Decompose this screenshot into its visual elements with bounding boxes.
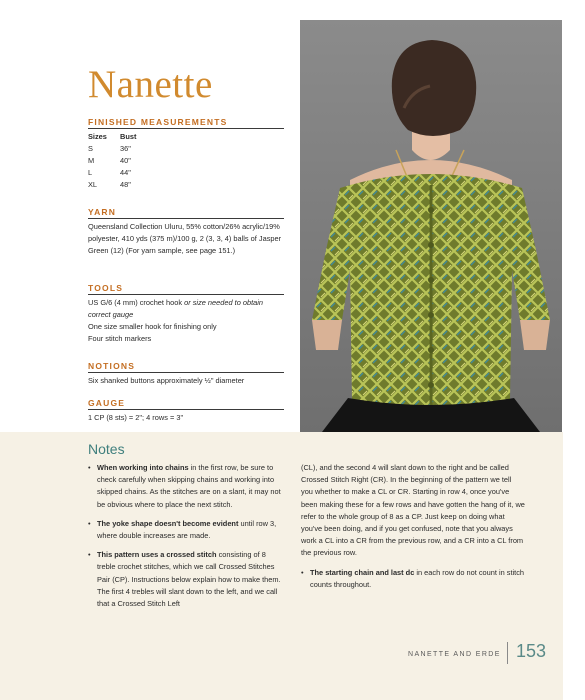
table-row: [88, 179, 136, 191]
note-text: in the first row, be sure to check carefully when skipping chains and working into skipped chains. As the stitches are on a slant, it may not be obvious where to place the next stitch.: [97, 463, 281, 509]
note-text: consisting of 8 treble crochet stitches, which we call Crossed Stitches Pair (CP). Instructions below explain how to make them. The first 4 trebles will slant down to the left, and we call that a Crossed Stitch Left: [97, 550, 281, 609]
pattern-title: Nanette: [88, 63, 213, 106]
notes-right-column: [301, 462, 525, 598]
measurements-header-row: [88, 131, 136, 143]
yarn-section: [88, 207, 284, 257]
hook-gauge-note: or size needed to obtain correct gauge: [88, 298, 264, 319]
list-item: [88, 549, 284, 610]
table-row: [88, 167, 136, 179]
notes-left-column: [88, 462, 284, 617]
bust-cell: 40": [120, 156, 131, 165]
list-item: [301, 567, 525, 591]
notions-text: Six shanked buttons approximately ½" diameter: [88, 376, 245, 385]
hook-size: US G/6 (4 mm) crochet hook: [88, 298, 183, 307]
note-lead: When working into chains: [97, 463, 189, 472]
bust-column-header: Bust: [120, 132, 137, 141]
size-cell: XL: [88, 180, 98, 189]
bust-cell: 36": [120, 144, 131, 153]
notions-heading: NOTIONS: [88, 361, 284, 373]
model-illustration: [300, 20, 562, 432]
size-cell: S: [88, 144, 93, 153]
note-lead: This pattern uses a crossed stitch: [97, 550, 217, 560]
note-text: in each row do not count in stitch counts throughout.: [310, 567, 525, 589]
note-lead: The yoke shape doesn't become evident: [97, 518, 239, 528]
running-footer: NANETTE AND ERDE: [408, 651, 501, 658]
gauge-section: [88, 398, 284, 424]
page-number: 153: [516, 641, 547, 661]
tools-section: [88, 283, 284, 345]
tools-hook-line: [88, 297, 284, 321]
bust-cell: 48": [120, 180, 131, 189]
size-cell: M: [88, 156, 95, 165]
table-row: [88, 155, 136, 167]
notions-section: [88, 361, 284, 387]
yarn-heading: YARN: [88, 207, 284, 219]
sizes-column-header: Sizes: [88, 132, 107, 141]
note-text: until row 3, where double increases are made.: [97, 518, 277, 541]
note-continuation: (CL), and the second 4 will slant down to the right and be called Crossed Stitch Right (CR). In the beginning of the pattern we tell you whether to make a CL or CR. Starting in row 4, once you've been making these for a few rows and have gotten the hang of it, we refer to the whole group of 8 as a CP. Just keep on doing what you've been doing, and if you get confused, note that you always work a CL into a CR from the previous row, and a CR into a CL from the previous row.: [301, 463, 525, 558]
tools-heading: TOOLS: [88, 283, 284, 295]
list-item: [88, 462, 284, 511]
model-photo: [300, 20, 562, 432]
size-cell: L: [88, 168, 93, 177]
measurements-table: [88, 131, 136, 191]
gauge-text: 1 CP (8 sts) = 2"; 4 rows = 3": [88, 413, 184, 422]
notes-heading: Notes: [88, 441, 125, 457]
list-item: [88, 518, 284, 542]
gauge-heading: GAUGE: [88, 398, 284, 410]
yarn-description: Queensland Collection Uluru, 55% cotton/26% acrylic/19% polyester, 410 yds (375 m)/100 g, 2 (3, 3, 4) balls of Jasper Green (12) (For yarn sample, see page 151.): [88, 222, 282, 255]
finished-measurements-section: [88, 117, 284, 191]
table-row: [88, 143, 136, 155]
bust-cell: 44": [120, 168, 131, 177]
tools-line-3: Four stitch markers: [88, 334, 152, 343]
footer-divider: [507, 642, 508, 664]
tools-line-2: One size smaller hook for finishing only: [88, 322, 217, 331]
finished-measurements-heading: FINISHED MEASUREMENTS: [88, 117, 284, 129]
note-lead: The starting chain and last dc: [310, 567, 415, 577]
